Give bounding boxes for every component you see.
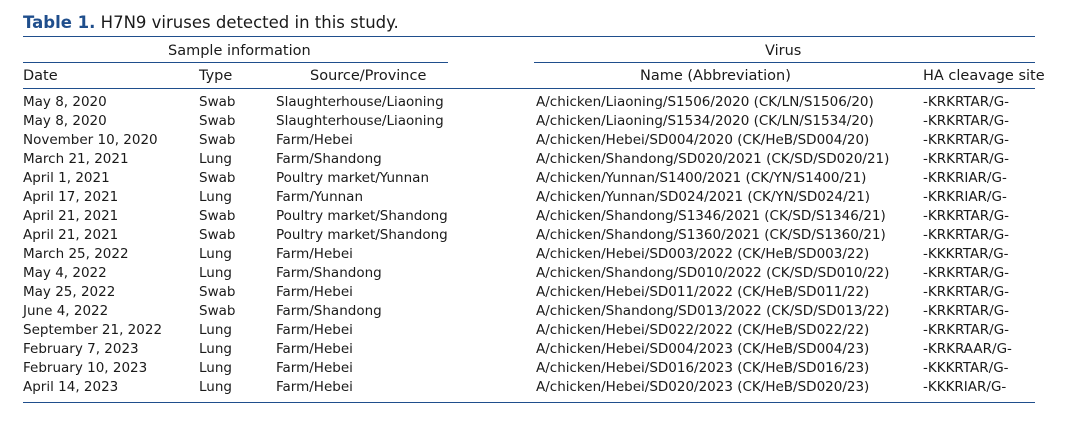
cell-virus-name: A/chicken/Shandong/SD013/2022 (CK/SD/SD013/22)	[536, 303, 890, 319]
cell-date: May 8, 2020	[23, 94, 107, 110]
cell-type: Swab	[199, 132, 236, 148]
cell-ha-cleavage-site: -KRKRTAR/G-	[923, 322, 1010, 338]
cell-ha-cleavage-site: -KRKRAAR/G-	[923, 341, 1012, 357]
column-header-date: Date	[23, 68, 58, 84]
cell-source-province: Slaughterhouse/Liaoning	[276, 94, 444, 110]
table-body	[23, 93, 1035, 397]
cell-ha-cleavage-site: -KKKRTAR/G-	[923, 246, 1009, 262]
cell-type: Lung	[199, 341, 232, 357]
column-header-name-abbreviation: Name (Abbreviation)	[640, 68, 791, 84]
cell-ha-cleavage-site: -KRKRIAR/G-	[923, 170, 1007, 186]
cell-source-province: Farm/Hebei	[276, 341, 353, 357]
cell-type: Swab	[199, 303, 236, 319]
cell-source-province: Poultry market/Shandong	[276, 227, 448, 243]
cell-ha-cleavage-site: -KRKRIAR/G-	[923, 189, 1007, 205]
cell-virus-name: A/chicken/Liaoning/S1534/2020 (CK/LN/S1534/20)	[536, 113, 874, 129]
header-rule	[23, 88, 1035, 89]
cell-ha-cleavage-site: -KRKRTAR/G-	[923, 113, 1010, 129]
cell-source-province: Farm/Hebei	[276, 246, 353, 262]
cell-date: March 25, 2022	[23, 246, 129, 262]
cell-virus-name: A/chicken/Hebei/SD016/2023 (CK/HeB/SD016/23)	[536, 360, 870, 376]
cell-source-province: Farm/Hebei	[276, 322, 353, 338]
cell-ha-cleavage-site: -KKKRIAR/G-	[923, 379, 1007, 395]
table-row	[23, 378, 1035, 397]
group-header-sample-information: Sample information	[168, 43, 311, 59]
cell-virus-name: A/chicken/Hebei/SD004/2020 (CK/HeB/SD004/20)	[536, 132, 870, 148]
cell-type: Lung	[199, 246, 232, 262]
group-header-virus: Virus	[765, 43, 802, 59]
cell-ha-cleavage-site: -KRKRTAR/G-	[923, 94, 1010, 110]
cell-date: April 17, 2021	[23, 189, 119, 205]
cell-date: February 10, 2023	[23, 360, 148, 376]
cell-ha-cleavage-site: -KRKRTAR/G-	[923, 208, 1010, 224]
cell-ha-cleavage-site: -KRKRTAR/G-	[923, 284, 1010, 300]
table-row	[23, 169, 1035, 188]
cell-source-province: Farm/Shandong	[276, 151, 382, 167]
table-row	[23, 359, 1035, 378]
cell-date: May 8, 2020	[23, 113, 107, 129]
table-row	[23, 93, 1035, 112]
cell-source-province: Farm/Hebei	[276, 132, 353, 148]
cell-source-province: Slaughterhouse/Liaoning	[276, 113, 444, 129]
table-row	[23, 302, 1035, 321]
cell-virus-name: A/chicken/Hebei/SD011/2022 (CK/HeB/SD011/22)	[536, 284, 870, 300]
cell-virus-name: A/chicken/Hebei/SD004/2023 (CK/HeB/SD004/23)	[536, 341, 870, 357]
cell-virus-name: A/chicken/Shandong/SD010/2022 (CK/SD/SD010/22)	[536, 265, 890, 281]
table-row	[23, 188, 1035, 207]
cell-date: April 21, 2021	[23, 227, 119, 243]
cell-date: April 1, 2021	[23, 170, 110, 186]
table-top-rule	[23, 36, 1035, 37]
table-row	[23, 112, 1035, 131]
cell-type: Lung	[199, 360, 232, 376]
cell-virus-name: A/chicken/Yunnan/SD024/2021 (CK/YN/SD024/21)	[536, 189, 871, 205]
cell-date: November 10, 2020	[23, 132, 158, 148]
cell-type: Swab	[199, 94, 236, 110]
cell-type: Lung	[199, 379, 232, 395]
cell-type: Swab	[199, 113, 236, 129]
cell-type: Lung	[199, 265, 232, 281]
table-caption-text: H7N9 viruses detected in this study.	[100, 13, 399, 32]
cell-type: Swab	[199, 170, 236, 186]
cell-source-province: Farm/Hebei	[276, 360, 353, 376]
table-row	[23, 340, 1035, 359]
cell-virus-name: A/chicken/Liaoning/S1506/2020 (CK/LN/S1506/20)	[536, 94, 874, 110]
cell-type: Swab	[199, 208, 236, 224]
table-bottom-rule	[23, 402, 1035, 403]
cell-date: March 21, 2021	[23, 151, 129, 167]
column-header-ha-cleavage-site: HA cleavage site	[923, 68, 1045, 84]
cell-virus-name: A/chicken/Shandong/S1360/2021 (CK/SD/S1360/21)	[536, 227, 886, 243]
cell-virus-name: A/chicken/Shandong/S1346/2021 (CK/SD/S1346/21)	[536, 208, 886, 224]
cell-ha-cleavage-site: -KRKRTAR/G-	[923, 151, 1010, 167]
cell-type: Lung	[199, 322, 232, 338]
cell-date: May 4, 2022	[23, 265, 107, 281]
cell-source-province: Farm/Shandong	[276, 303, 382, 319]
cell-ha-cleavage-site: -KRKRTAR/G-	[923, 227, 1010, 243]
group-rule-sample-information	[23, 62, 448, 63]
table-row	[23, 150, 1035, 169]
cell-source-province: Poultry market/Yunnan	[276, 170, 430, 186]
table-row	[23, 321, 1035, 340]
cell-ha-cleavage-site: -KRKRTAR/G-	[923, 303, 1010, 319]
table-row	[23, 131, 1035, 150]
cell-ha-cleavage-site: -KRKRTAR/G-	[923, 132, 1010, 148]
cell-date: April 14, 2023	[23, 379, 119, 395]
table-row	[23, 264, 1035, 283]
cell-virus-name: A/chicken/Hebei/SD020/2023 (CK/HeB/SD020/23)	[536, 379, 870, 395]
cell-date: June 4, 2022	[23, 303, 109, 319]
cell-source-province: Farm/Hebei	[276, 284, 353, 300]
cell-source-province: Farm/Hebei	[276, 379, 353, 395]
table-row	[23, 245, 1035, 264]
cell-date: May 25, 2022	[23, 284, 116, 300]
cell-type: Lung	[199, 151, 232, 167]
group-rule-virus	[534, 62, 1035, 63]
cell-type: Lung	[199, 189, 232, 205]
cell-date: September 21, 2022	[23, 322, 163, 338]
cell-source-province: Farm/Yunnan	[276, 189, 364, 205]
cell-ha-cleavage-site: -KRKRTAR/G-	[923, 265, 1010, 281]
cell-ha-cleavage-site: -KKKRTAR/G-	[923, 360, 1009, 376]
cell-date: February 7, 2023	[23, 341, 139, 357]
cell-date: April 21, 2021	[23, 208, 119, 224]
table-row	[23, 207, 1035, 226]
cell-type: Swab	[199, 227, 236, 243]
cell-virus-name: A/chicken/Shandong/SD020/2021 (CK/SD/SD020/21)	[536, 151, 890, 167]
table-caption	[23, 12, 399, 34]
table-row	[23, 226, 1035, 245]
cell-source-province: Farm/Shandong	[276, 265, 382, 281]
table-caption-label: Table 1.	[23, 13, 96, 32]
cell-virus-name: A/chicken/Hebei/SD003/2022 (CK/HeB/SD003/22)	[536, 246, 870, 262]
cell-virus-name: A/chicken/Hebei/SD022/2022 (CK/HeB/SD022/22)	[536, 322, 870, 338]
table-row	[23, 283, 1035, 302]
cell-virus-name: A/chicken/Yunnan/S1400/2021 (CK/YN/S1400/21)	[536, 170, 867, 186]
cell-type: Swab	[199, 284, 236, 300]
cell-source-province: Poultry market/Shandong	[276, 208, 448, 224]
column-header-type: Type	[199, 68, 233, 84]
column-header-source-province: Source/Province	[310, 68, 427, 84]
